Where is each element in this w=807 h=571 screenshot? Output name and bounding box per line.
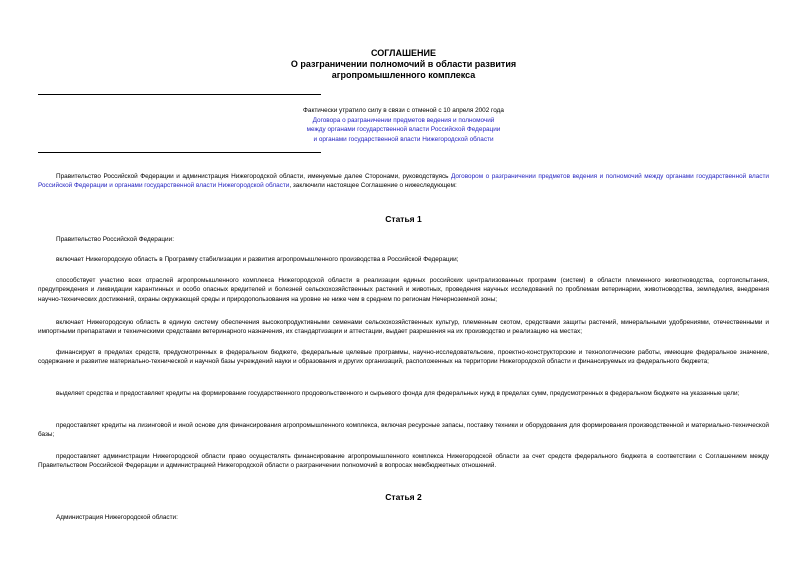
preamble-text-end: , заключили настоящее Соглашение о нижеследующем: bbox=[289, 182, 457, 190]
article-2-heading: Статья 2 bbox=[385, 492, 422, 502]
status-link-line-1[interactable]: Договора о разграничении предметов ведения и полномочий bbox=[312, 116, 495, 124]
preamble-treaty-link[interactable]: Договором о разграничении предметов ведения и полномочий между органами государственной власти Российской Федерации и органами государственной власти Нижегородской области bbox=[38, 173, 769, 190]
article-1-item-2: способствует участию всех отраслей агропромышленного комплекса Нижегородской области в реализации единых российских централизованных программ (систем) в области племенного животноводства, сортоиспытания, предупреждения и ликвидации карантинных и особо опасных вредителей и болезней сельскохозяйственных растений и животных, проведения научных исследований по проблемам ветеринарии, животноводства, земледелия, внедрения научно-технических достижений, охраны окружающей среды и природопользования на уровне не ниже чем в среднем по регионам Нечерноземной зоны; bbox=[38, 277, 769, 303]
preamble-paragraph bbox=[38, 172, 769, 191]
title-line-1: СОГЛАШЕНИЕ bbox=[371, 48, 436, 58]
top-divider bbox=[38, 94, 321, 95]
article-1-item-6: предоставляет кредиты на лизинговой и иной основе для финансирования агропромышленного комплекса, включая ресурсные запасы, поставку техники и оборудования для формирования производственной и материально-технической базы; bbox=[38, 422, 769, 439]
article-1-item-1: включает Нижегородскую область в Программу стабилизации и развития агропромышленного производства в Российской Федерации; bbox=[56, 256, 459, 263]
document-title bbox=[230, 48, 577, 81]
article-1-intro: Правительство Российской Федерации: bbox=[56, 236, 174, 243]
title-line-2: О разграничении полномочий в области развития bbox=[290, 59, 517, 69]
status-link-line-3[interactable]: и органами государственной власти Нижегородской области bbox=[313, 135, 494, 143]
article-1-item-4: финансирует в пределах средств, предусмотренных в федеральном бюджете, федеральные целевые программы, научно-исследовательские, проектно-конструкторские и технологические работы, имеющие федеральное значение, содержание и развитие материально-технической и научной базы учреждений науки и образования и других организаций, расположенных на территории Нижегородской области и финансируемых из федерального бюджета; bbox=[38, 349, 769, 366]
article-1-item-7: предоставляет администрации Нижегородской области право осуществлять финансирование агропромышленного комплекса Нижегородской области за счет средств федерального бюджета в соответствии с Соглашением между Правительством Российской Федерации и администрацией Нижегородской области о разграничении полномочий в вопросах межбюджетных отношений. bbox=[38, 453, 769, 470]
bottom-divider bbox=[38, 152, 321, 153]
status-note bbox=[230, 106, 577, 144]
title-line-3: агропромышленного комплекса bbox=[331, 70, 476, 80]
article-2-intro: Администрация Нижегородской области: bbox=[56, 514, 178, 521]
status-text: Фактически утратило силу в связи с отменой с 10 апреля 2002 года bbox=[303, 107, 504, 114]
preamble-text-start: Правительство Российской Федерации и администрация Нижегородской области, именуемые далее Сторонами, руководствуясь bbox=[56, 173, 452, 180]
article-1-heading: Статья 1 bbox=[385, 214, 422, 224]
article-1-item-3: включает Нижегородскую область в единую систему обеспечения высокопродуктивными семенами сельскохозяйственных культур, племенным скотом, средствами защиты растений, минеральными удобрениями, отечественными и импортными препаратами и техническими средствами ветеринарного назначения, их стандартизации и аттестации, выдает разрешения на их производство и реализацию на местах; bbox=[38, 319, 769, 336]
status-link-line-2[interactable]: между органами государственной власти Российской Федерации bbox=[306, 126, 501, 133]
article-1-item-5: выделяет средства и предоставляет кредиты на формирование государственного продовольственного и сырьевого фонда для федеральных нужд в пределах сумм, предусмотренных в федеральном бюджете на указанные цели; bbox=[56, 390, 740, 397]
